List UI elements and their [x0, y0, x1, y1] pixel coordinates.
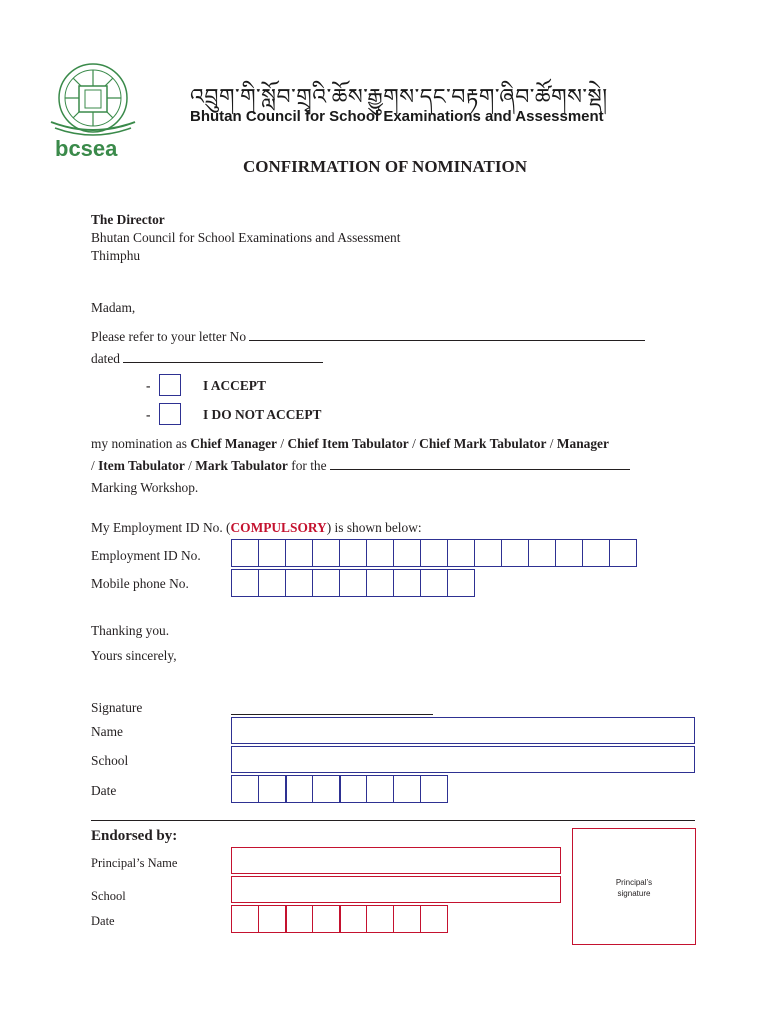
separator: / — [549, 436, 554, 451]
role-chief-mark-tabulator: Chief Mark Tabulator — [419, 436, 547, 451]
id-cell[interactable] — [420, 539, 448, 567]
bcsea-logo — [45, 60, 141, 160]
signature-line[interactable] — [231, 714, 433, 715]
date-cell[interactable] — [285, 775, 313, 803]
principal-name-label: Principal’s Name — [91, 856, 178, 870]
decline-dash: - — [146, 407, 151, 422]
decline-checkbox[interactable] — [159, 403, 181, 425]
id-cell[interactable] — [285, 539, 313, 567]
yours-text: Yours sincerely, — [91, 648, 177, 663]
date-cell[interactable] — [312, 775, 340, 803]
principal-signature-label-2: signature — [617, 889, 651, 898]
employment-note-before: My Employment ID No. ( — [91, 520, 231, 535]
mobile-cell[interactable] — [447, 569, 475, 597]
endorse-date-cell[interactable] — [285, 905, 313, 933]
role-chief-manager: Chief Manager — [190, 436, 277, 451]
id-cell[interactable] — [312, 539, 340, 567]
separator: / — [412, 436, 416, 451]
endorse-date-cells[interactable] — [231, 905, 448, 933]
mobile-cell[interactable] — [393, 569, 421, 597]
id-cell[interactable] — [231, 539, 259, 567]
form-title: CONFIRMATION OF NOMINATION — [243, 157, 527, 176]
separator: / — [91, 458, 95, 473]
for-the-label: for the — [291, 458, 327, 473]
endorse-date-label: Date — [91, 914, 115, 928]
endorse-school-field[interactable] — [231, 876, 561, 903]
date-cell[interactable] — [420, 775, 448, 803]
id-cell[interactable] — [528, 539, 556, 567]
date-cell[interactable] — [258, 775, 286, 803]
id-cell[interactable] — [447, 539, 475, 567]
tibetan-title: འབྲུག་གི་སློབ་གྲྭའི་ཆོས་རྒྱུགས་དང་བརྟག་ཞིབ་ཚོགས་སྡེ། — [190, 85, 608, 110]
employment-id-cells[interactable] — [231, 539, 637, 567]
date-cell[interactable] — [366, 775, 394, 803]
nomination-line1 — [91, 436, 609, 452]
mobile-label: Mobile phone No. — [91, 576, 189, 591]
org-name: Bhutan Council for School Examinations and Assessment — [190, 108, 604, 125]
thanks-text: Thanking you. — [91, 623, 170, 638]
nomination-prefix: my nomination as — [91, 436, 187, 451]
nomination-suffix: Marking Workshop. — [91, 480, 199, 495]
decline-label: I DO NOT ACCEPT — [203, 407, 322, 422]
principal-signature-box[interactable] — [572, 828, 696, 945]
addressee-line2: Bhutan Council for School Examinations and Assessment — [91, 230, 401, 245]
endorse-date-cell[interactable] — [258, 905, 286, 933]
employment-id-label: Employment ID No. — [91, 548, 201, 563]
endorse-date-cell[interactable] — [339, 905, 367, 933]
id-cell[interactable] — [258, 539, 286, 567]
date-cell[interactable] — [231, 775, 259, 803]
endorsed-heading: Endorsed by: — [91, 828, 178, 844]
mobile-cell[interactable] — [285, 569, 313, 597]
principal-signature-label-1: Principal’s — [615, 878, 653, 887]
mobile-cell[interactable] — [312, 569, 340, 597]
school-field[interactable] — [231, 746, 695, 773]
divider — [91, 820, 695, 821]
role-manager: Manager — [556, 436, 609, 451]
endorse-date-cell[interactable] — [420, 905, 448, 933]
separator: / — [280, 436, 285, 451]
endorse-date-cell[interactable] — [366, 905, 394, 933]
accept-label: I ACCEPT — [203, 378, 266, 393]
employment-note — [91, 520, 422, 536]
endorse-date-cell[interactable] — [312, 905, 340, 933]
school-label: School — [91, 753, 129, 768]
reference-line — [91, 329, 645, 345]
role-chief-item-tabulator: Chief Item Tabulator — [287, 436, 409, 451]
endorse-school-label: School — [91, 889, 126, 903]
role-mark-tabulator: Mark Tabulator — [195, 458, 288, 473]
dated-line — [91, 351, 323, 367]
letter-number-field[interactable] — [249, 329, 645, 341]
employment-note-after: ) is shown below: — [326, 520, 422, 535]
mobile-cells[interactable] — [231, 569, 475, 597]
separator: / — [188, 458, 192, 473]
id-cell[interactable] — [501, 539, 529, 567]
id-cell[interactable] — [582, 539, 610, 567]
name-field[interactable] — [231, 717, 695, 744]
id-cell[interactable] — [339, 539, 367, 567]
id-cell[interactable] — [393, 539, 421, 567]
date-cell[interactable] — [393, 775, 421, 803]
compulsory-label: COMPULSORY — [230, 520, 327, 535]
principal-name-field[interactable] — [231, 847, 561, 874]
mobile-cell[interactable] — [420, 569, 448, 597]
addressee-line3: Thimphu — [91, 248, 141, 263]
endorse-date-cell[interactable] — [393, 905, 421, 933]
signature-label: Signature — [91, 700, 143, 715]
id-cell[interactable] — [555, 539, 583, 567]
accept-checkbox[interactable] — [159, 374, 181, 396]
addressee-line1: The Director — [91, 212, 165, 227]
date-cells[interactable] — [231, 775, 448, 803]
nomination-line2 — [91, 458, 630, 474]
salutation: Madam, — [91, 300, 136, 315]
mobile-cell[interactable] — [231, 569, 259, 597]
mobile-cell[interactable] — [258, 569, 286, 597]
mobile-cell[interactable] — [339, 569, 367, 597]
id-cell[interactable] — [609, 539, 637, 567]
id-cell[interactable] — [474, 539, 502, 567]
dated-field[interactable] — [123, 351, 323, 363]
name-label: Name — [91, 724, 123, 739]
logo-text: bcsea — [55, 136, 118, 160]
dated-label: dated — [91, 351, 120, 366]
endorse-date-cell[interactable] — [231, 905, 259, 933]
role-item-tabulator: Item Tabulator — [98, 458, 185, 473]
date-label: Date — [91, 783, 117, 798]
letter-label: Please refer to your letter No — [91, 329, 247, 344]
workshop-field[interactable] — [330, 458, 630, 470]
id-cell[interactable] — [366, 539, 394, 567]
date-cell[interactable] — [339, 775, 367, 803]
mobile-cell[interactable] — [366, 569, 394, 597]
accept-dash: - — [146, 378, 151, 393]
